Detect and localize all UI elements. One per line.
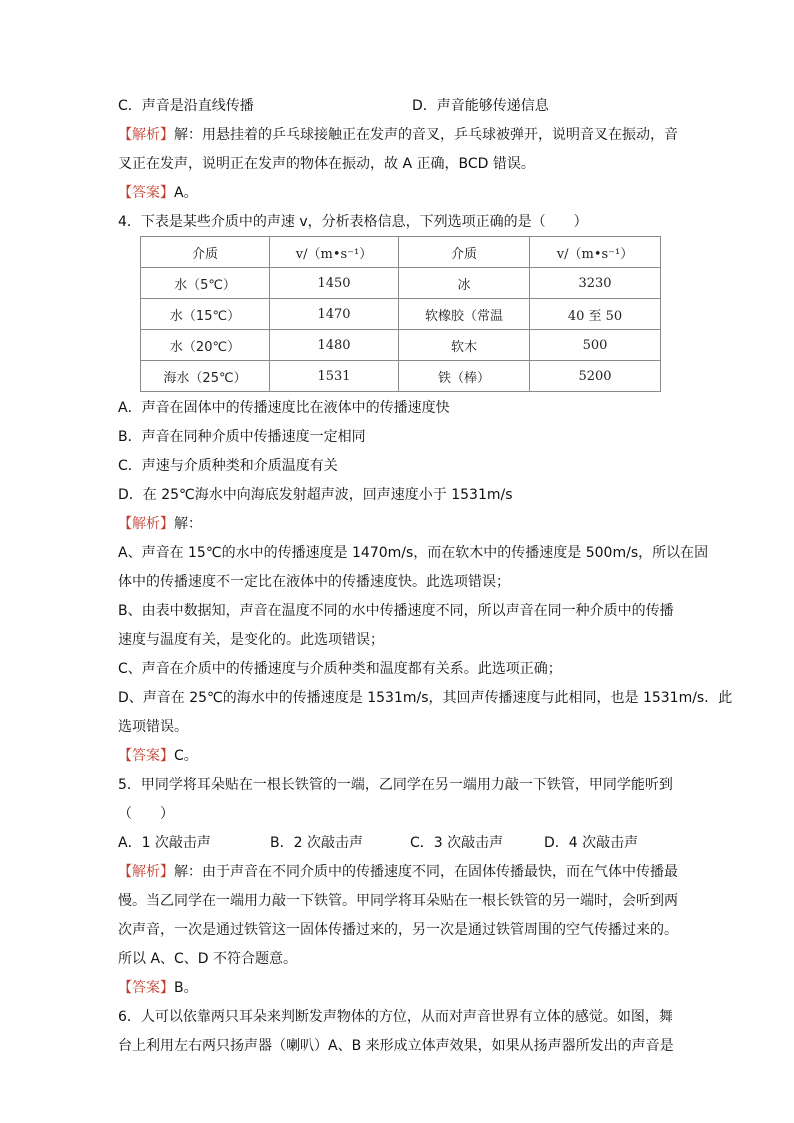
answer-tag: 【答案】 [118, 748, 174, 764]
q5-answer-value: B。 [174, 980, 198, 996]
q5-analysis-line-1 [118, 860, 696, 884]
q3-answer [118, 181, 696, 205]
table-cell: 软橡胶（常温 [399, 299, 530, 330]
q5-option-d: D．4 次敲击声 [544, 835, 639, 851]
q3-answer-value: A。 [174, 185, 198, 201]
q3-analysis-text-1: 解：用悬挂着的乒乓球接触正在发声的音叉，乒乓球被弹开，说明音叉在振动，音 [174, 127, 678, 143]
table-cell: 水（5℃） [141, 268, 270, 299]
table-header-cell: v/（m•s⁻¹） [270, 237, 399, 268]
table-header-cell: 介质 [399, 237, 530, 268]
answer-tag: 【答案】 [118, 185, 174, 201]
analysis-tag: 【解析】 [118, 516, 174, 532]
table-row [141, 361, 661, 392]
table-cell: 5200 [530, 361, 661, 392]
q4-analysis-b2: 速度与温度有关，是变化的。此选项错误； [118, 632, 384, 648]
q4-option-c: C．声速与介质种类和介质温度有关 [118, 458, 338, 474]
table-header-cell: 介质 [141, 237, 270, 268]
table-cell: 铁（棒） [399, 361, 530, 392]
table-row [141, 268, 661, 299]
q5-option-a: A．1 次敲击声 [118, 835, 211, 851]
q5-stem-1: 5．甲同学将耳朵贴在一根长铁管的一端，乙同学在另一端用力敲一下铁管，甲同学能听到 [118, 777, 673, 793]
q4-analysis-b1: B、由表中数据知，声音在温度不同的水中传播速度不同，所以声音在同一种介质中的传播 [118, 603, 674, 619]
q6-stem-1: 6．人可以依靠两只耳朵来判断发声物体的方位，从而对声音世界有立体的感觉。如图，舞 [118, 1009, 673, 1025]
q4-analysis-head [118, 512, 696, 536]
q5-analysis-text-1: 解：由于声音在不同介质中的传播速度不同，在固体传播最快，而在气体中传播最 [174, 864, 678, 880]
q4-analysis-head-text: 解： [174, 516, 202, 532]
q5-stem-2: （ ） [118, 806, 174, 822]
q5-option-b: B．2 次敲击声 [270, 835, 363, 851]
q4-analysis-d2: 选项错误。 [118, 719, 188, 735]
analysis-tag: 【解析】 [118, 864, 174, 880]
q4-option-d: D．在 25℃海水中向海底发射超声波，回声速度小于 1531m/s [118, 487, 513, 503]
table-cell: 水（15℃） [141, 299, 270, 330]
q4-analysis-a2: 体中的传播速度不一定比在液体中的传播速度快。此选项错误； [118, 574, 510, 590]
table-cell: 500 [530, 330, 661, 361]
q4-analysis-d1: D、声音在 25℃的海水中的传播速度是 1531m/s，其回声传播速度与此相同，也是 1531m/s．此 [118, 690, 733, 706]
table-cell: 1470 [270, 299, 399, 330]
q4-option-a: A．声音在固体中的传播速度比在液体中的传播速度快 [118, 400, 450, 416]
q5-analysis-line-3: 次声音，一次是通过铁管这一固体传播过来的，另一次是通过铁管周围的空气传播过来的。 [118, 922, 678, 938]
table-header-cell: v/（m•s⁻¹） [530, 237, 661, 268]
q3-options-row [118, 94, 696, 118]
table-header-row [141, 237, 661, 268]
table-cell: 1480 [270, 330, 399, 361]
table-row [141, 330, 661, 361]
q6-stem-2: 台上利用左右两只扬声器（喇叭）A、B 来形成立体声效果，如果从扬声器所发出的声音是 [118, 1038, 674, 1054]
q4-analysis-c: C、声音在介质中的传播速度与介质种类和温度都有关系。此选项正确； [118, 661, 562, 677]
table-cell: 海水（25℃） [141, 361, 270, 392]
q5-analysis-line-4: 所以 A、C、D 不符合题意。 [118, 951, 298, 967]
table-cell: 3230 [530, 268, 661, 299]
q3-option-c: C．声音是沿直线传播 [118, 98, 254, 114]
q4-answer-value: C。 [174, 748, 198, 764]
q3-analysis-line-2: 叉正在发声，说明正在发声的物体在振动，故 A 正确，BCD 错误。 [118, 156, 535, 172]
q3-analysis-line-1 [118, 123, 696, 147]
table-cell: 冰 [399, 268, 530, 299]
q4-answer [118, 744, 696, 768]
q4-option-b: B．声音在同种介质中传播速度一定相同 [118, 429, 366, 445]
q4-stem: 4．下表是某些介质中的声速 v，分析表格信息，下列选项正确的是（ ） [118, 214, 588, 230]
q5-option-c: C．3 次敲击声 [410, 835, 504, 851]
q4-analysis-a1: A、声音在 15℃的水中的传播速度是 1470m/s，而在软木中的传播速度是 500m/s，所以在固 [118, 545, 709, 561]
q3-option-d: D．声音能够传递信息 [412, 98, 549, 114]
table-cell: 1450 [270, 268, 399, 299]
q5-analysis-line-2: 慢。当乙同学在一端用力敲一下铁管。甲同学将耳朵贴在一根长铁管的另一端时，会听到两 [118, 893, 678, 909]
table-cell: 1531 [270, 361, 399, 392]
table-cell: 40 至 50 [530, 299, 661, 330]
q5-answer [118, 976, 696, 1000]
table-row [141, 299, 661, 330]
table-cell: 软木 [399, 330, 530, 361]
page-content [118, 94, 733, 1058]
q5-options-row [118, 831, 696, 855]
analysis-tag: 【解析】 [118, 127, 174, 143]
table-cell: 水（20℃） [141, 330, 270, 361]
answer-tag: 【答案】 [118, 980, 174, 996]
sound-speed-table [140, 236, 661, 392]
